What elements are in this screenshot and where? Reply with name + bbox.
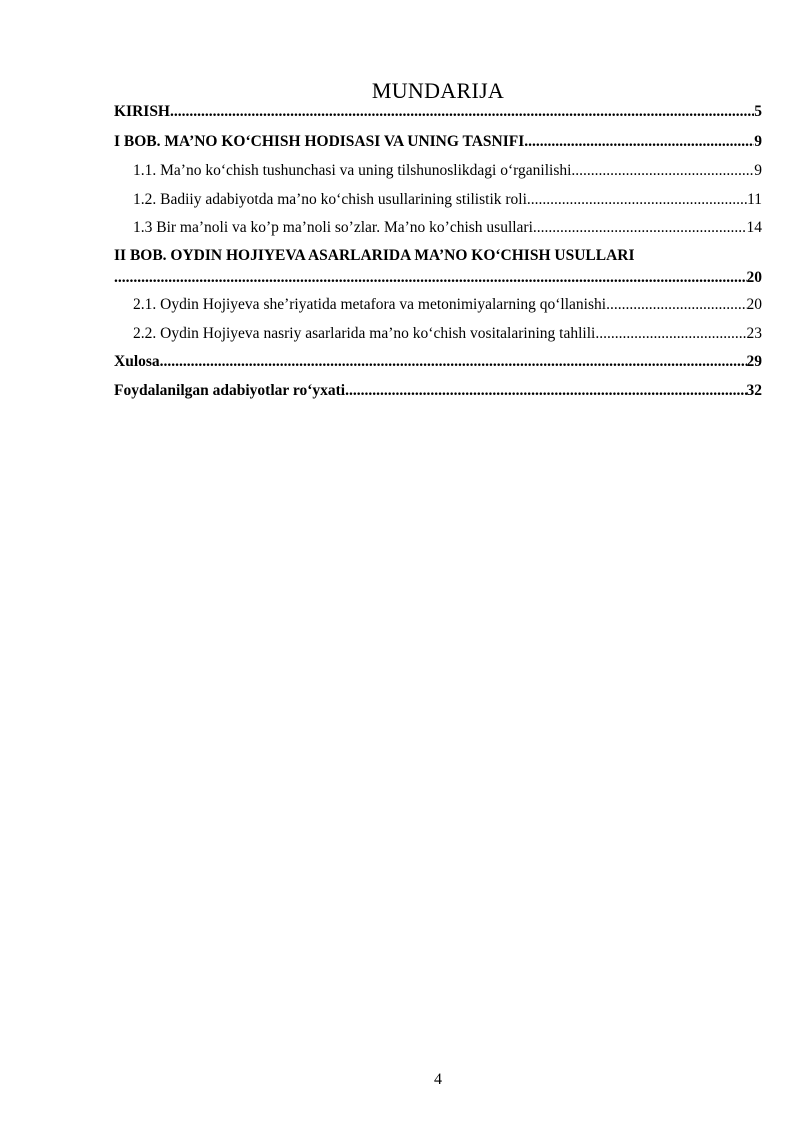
toc-entry-page: 23 (746, 325, 762, 342)
toc-entry-page: 5 (754, 103, 762, 120)
page-title: MUNDARIJA (371, 78, 505, 103)
toc-entry-chapter-1[interactable] (114, 133, 762, 151)
toc-entry-label: 1.1. Ma’no ko‘chish tushunchasi va uning tilshunoslikdagi o‘rganilishi (133, 162, 572, 179)
toc-entry-1-2[interactable] (133, 191, 762, 209)
toc-entry-references[interactable] (114, 382, 762, 400)
toc-leader-dots (571, 162, 754, 180)
toc-entry-1-3[interactable] (133, 219, 762, 237)
toc-leader-dots (533, 219, 747, 237)
toc-leader-dots (606, 296, 746, 314)
toc-entry-page: 9 (754, 162, 762, 179)
toc-entry-page: 20 (746, 269, 762, 286)
toc-leader-dots (524, 133, 754, 151)
toc-leader-dots (170, 103, 754, 121)
toc-entry-kirish[interactable] (114, 103, 762, 121)
page-number: 4 (434, 1071, 442, 1088)
toc-entry-label: 2.2. Oydin Hojiyeva nasriy asarlarida ma’no ko‘chish vositalarining tahlili (133, 325, 596, 342)
toc-entry-page: 32 (746, 382, 762, 399)
toc-entry-xulosa[interactable] (114, 353, 762, 371)
toc-leader-dots (114, 269, 747, 287)
toc-leader-dots (595, 325, 746, 343)
toc-entry-page: 11 (747, 191, 762, 208)
toc-entry-page: 9 (754, 133, 762, 150)
toc-entry-chapter-2-title[interactable]: II BOB. OYDIN HOJIYEVA ASARLARIDA MA’NO KO‘CHISH USULLARI (114, 247, 635, 264)
toc-entry-page: 14 (746, 219, 762, 236)
toc-entry-2-1[interactable] (133, 296, 762, 314)
toc-entry-2-2[interactable] (133, 325, 762, 343)
toc-entry-page: 20 (746, 296, 762, 313)
toc-leader-dots (345, 382, 746, 400)
toc-leader-dots (160, 353, 747, 371)
toc-entry-label: 1.3 Bir ma’noli va ko’p ma’noli so’zlar. Ma’no ko’chish usullari (133, 219, 533, 236)
toc-entry-label: I BOB. MA’NO KO‘CHISH HODISASI VA UNING TASNIFI (114, 133, 525, 150)
toc-entry-label: Xulosa (114, 353, 160, 370)
toc-entry-label: 1.2. Badiiy adabiyotda ma’no ko‘chish usullarining stilistik roli (133, 191, 527, 208)
toc-entry-1-1[interactable] (133, 162, 762, 180)
toc-leader-dots (527, 191, 747, 209)
toc-entry-page: 29 (746, 353, 762, 370)
toc-entry-label: Foydalanilgan adabiyotlar ro‘yxati (114, 382, 346, 399)
toc-entry-chapter-2[interactable] (114, 269, 762, 287)
toc-entry-label: 2.1. Oydin Hojiyeva she’riyatida metafora va metonimiyalarning qo‘llanishi (133, 296, 607, 313)
toc-entry-label: KIRISH (114, 103, 170, 120)
